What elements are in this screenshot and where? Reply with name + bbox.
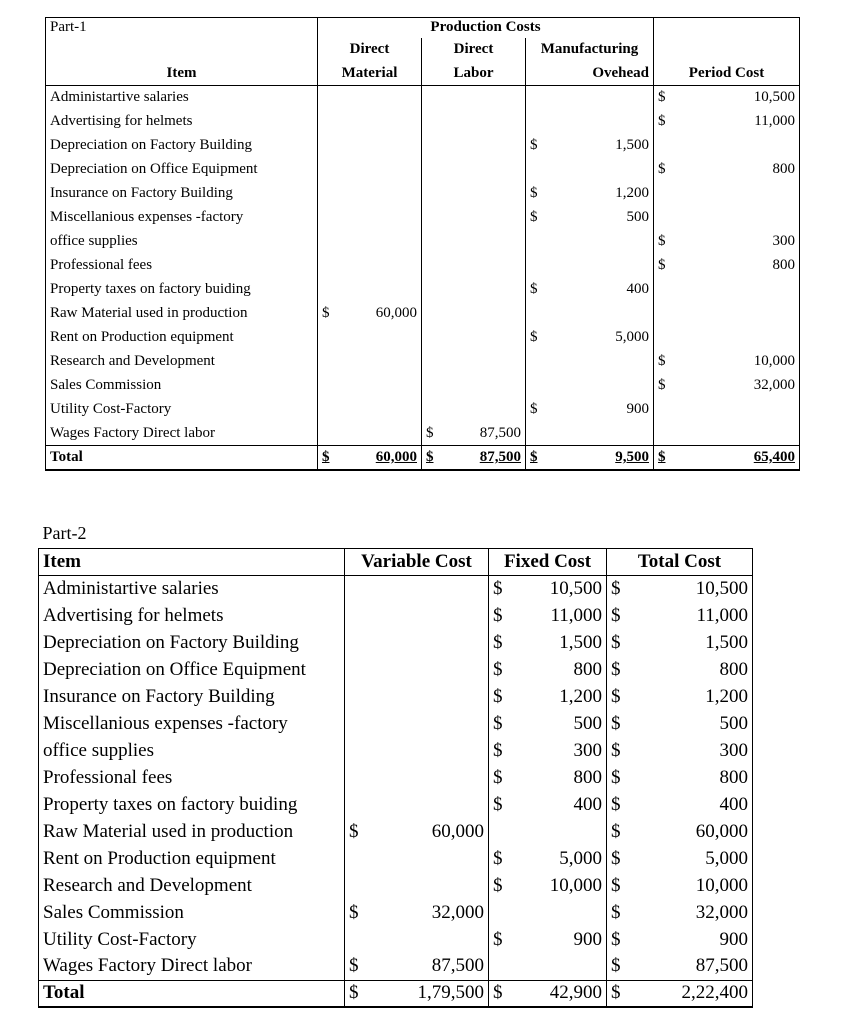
currency-symbol: $ (611, 604, 621, 626)
variable-cost-header: Variable Cost (345, 548, 489, 575)
currency-symbol: $ (658, 113, 666, 129)
table-row (39, 575, 753, 602)
amount: 87,500 (695, 955, 748, 977)
amount: 42,900 (549, 982, 602, 1004)
currency-symbol: $ (349, 901, 359, 923)
total-cell (607, 602, 753, 629)
currency-symbol: $ (611, 847, 621, 869)
item-label: Rent on Production equipment (46, 326, 318, 350)
variable-cell (345, 899, 489, 926)
table-row (39, 872, 753, 899)
period-cell (654, 182, 800, 206)
fixed-cell (489, 926, 607, 953)
dm-cell (318, 398, 422, 422)
total-cell (607, 629, 753, 656)
dm-cell (318, 206, 422, 230)
table-row (39, 791, 753, 818)
currency-symbol: $ (493, 766, 503, 788)
amount: 87,500 (431, 955, 484, 977)
total-cell (607, 710, 753, 737)
currency-symbol: $ (611, 901, 621, 923)
dl-cell (422, 374, 526, 398)
item-label: Miscellanious expenses -factory (46, 206, 318, 230)
dl-cell (422, 326, 526, 350)
variable-cell (345, 764, 489, 791)
currency-symbol: $ (493, 658, 503, 680)
dl-cell (422, 182, 526, 206)
item-label: Total (39, 980, 345, 1007)
period-cell (654, 278, 800, 302)
currency-symbol: $ (493, 739, 503, 761)
fixed-cell (489, 791, 607, 818)
item-label: Insurance on Factory Building (39, 683, 345, 710)
item-label: Wages Factory Direct labor (39, 953, 345, 980)
dl-header-bottom: Labor (422, 62, 526, 86)
part2-caption: Part-2 (42, 523, 87, 544)
table-row (46, 206, 800, 230)
currency-symbol: $ (611, 658, 621, 680)
amount: 300 (573, 739, 602, 761)
moh-cell (526, 254, 654, 278)
amount: 2,22,400 (681, 982, 748, 1004)
currency-symbol: $ (611, 874, 621, 896)
variable-cell (345, 737, 489, 764)
amount: 900 (719, 928, 748, 950)
moh-cell (526, 86, 654, 110)
moh-cell (526, 398, 654, 422)
table-row (46, 326, 800, 350)
currency-symbol: $ (658, 161, 666, 177)
amount: 65,400 (753, 448, 795, 465)
variable-cell (345, 629, 489, 656)
currency-symbol: $ (611, 739, 621, 761)
fixed-cell (489, 683, 607, 710)
moh-cell (526, 302, 654, 326)
fixed-cell (489, 899, 607, 926)
amount: 10,500 (695, 577, 748, 599)
amount: 400 (719, 793, 748, 815)
amount: 11,000 (550, 604, 602, 626)
currency-symbol: $ (493, 874, 503, 896)
dm-cell (318, 134, 422, 158)
item-header: Item (39, 548, 345, 575)
total-row (39, 980, 753, 1007)
item-label: Raw Material used in production (39, 818, 345, 845)
moh-cell (526, 422, 654, 446)
item-header: Item (46, 62, 318, 86)
fixed-cost-header: Fixed Cost (489, 548, 607, 575)
currency-symbol: $ (530, 137, 538, 153)
total-dl (422, 446, 526, 470)
total-cell (607, 737, 753, 764)
amount: 32,000 (695, 901, 748, 923)
currency-symbol: $ (611, 793, 621, 815)
moh-cell (526, 374, 654, 398)
amount: 300 (772, 233, 795, 249)
table-row (39, 602, 753, 629)
variable-cell (345, 791, 489, 818)
total-row (46, 446, 800, 470)
table-row (39, 845, 753, 872)
item-label: Administartive salaries (46, 86, 318, 110)
amount: 60,000 (431, 820, 484, 842)
item-label: Total (46, 446, 318, 470)
amount: 32,000 (431, 901, 484, 923)
item-label: Depreciation on Factory Building (39, 629, 345, 656)
dl-cell (422, 110, 526, 134)
table-row (39, 764, 753, 791)
currency-symbol: $ (493, 604, 503, 626)
table-row (46, 134, 800, 158)
amount: 60,000 (695, 820, 748, 842)
period-cell (654, 230, 800, 254)
total-cell (607, 872, 753, 899)
fixed-cell (489, 818, 607, 845)
total-cell (607, 656, 753, 683)
fixed-cell (489, 629, 607, 656)
variable-cell (345, 872, 489, 899)
period-cell (654, 374, 800, 398)
total-fixed (489, 980, 607, 1007)
amount: 1,79,500 (417, 982, 484, 1004)
amount: 800 (719, 766, 748, 788)
item-label: Miscellanious expenses -factory (39, 710, 345, 737)
amount: 10,000 (549, 874, 602, 896)
currency-symbol: $ (493, 712, 503, 734)
currency-symbol: $ (658, 233, 666, 249)
fixed-cell (489, 737, 607, 764)
moh-cell (526, 230, 654, 254)
amount: 1,500 (705, 631, 748, 653)
total-cell (607, 926, 753, 953)
variable-cell (345, 575, 489, 602)
period-cell (654, 206, 800, 230)
currency-symbol: $ (658, 257, 666, 273)
dl-cell (422, 302, 526, 326)
currency-symbol: $ (493, 793, 503, 815)
currency-symbol: $ (322, 305, 330, 321)
currency-symbol: $ (611, 685, 621, 707)
dl-cell (422, 350, 526, 374)
amount: 10,500 (753, 89, 795, 106)
table-row (39, 818, 753, 845)
amount: 10,500 (549, 577, 602, 599)
item-label: Raw Material used in production (46, 302, 318, 326)
amount: 11,000 (754, 113, 795, 129)
period-cell (654, 158, 800, 182)
fixed-cell (489, 764, 607, 791)
amount: 5,000 (559, 847, 602, 869)
item-label: Administartive salaries (39, 575, 345, 602)
table-row (46, 158, 800, 182)
table-row (39, 656, 753, 683)
table-row (46, 350, 800, 374)
dm-cell (318, 422, 422, 446)
fixed-cell (489, 602, 607, 629)
fixed-cell (489, 656, 607, 683)
dm-cell (318, 374, 422, 398)
item-label: Professional fees (46, 254, 318, 278)
total-cost-header: Total Cost (607, 548, 753, 575)
dm-cell (318, 182, 422, 206)
amount: 60,000 (375, 448, 417, 465)
variable-cell (345, 926, 489, 953)
currency-symbol: $ (349, 820, 359, 842)
amount: 500 (719, 712, 748, 734)
amount: 10,000 (695, 874, 748, 896)
currency-symbol: $ (493, 685, 503, 707)
total-cell (607, 575, 753, 602)
table-row (39, 953, 753, 980)
currency-symbol: $ (322, 448, 330, 465)
period-cell (654, 86, 800, 110)
variable-cell (345, 818, 489, 845)
amount: 500 (573, 712, 602, 734)
currency-symbol: $ (611, 820, 621, 842)
variable-cell (345, 953, 489, 980)
total-cell (607, 683, 753, 710)
total-total (607, 980, 753, 1007)
amount: 1,200 (615, 185, 649, 201)
currency-symbol: $ (611, 577, 621, 599)
currency-symbol: $ (530, 401, 538, 417)
fixed-cell (489, 710, 607, 737)
dl-cell (422, 254, 526, 278)
variable-cell (345, 845, 489, 872)
part1-table (45, 17, 800, 471)
period-cell (654, 398, 800, 422)
total-cell (607, 791, 753, 818)
table-row (39, 899, 753, 926)
amount: 60,000 (375, 305, 417, 321)
total-cell (607, 845, 753, 872)
amount: 10,000 (753, 353, 795, 369)
dm-header-bottom: Material (318, 62, 422, 86)
item-label: Advertising for helmets (39, 602, 345, 629)
moh-cell (526, 182, 654, 206)
amount: 800 (772, 257, 795, 273)
table-row (46, 278, 800, 302)
currency-symbol: $ (349, 982, 359, 1004)
table-row (46, 86, 800, 110)
dl-cell (422, 398, 526, 422)
dl-header-top: Direct (422, 38, 526, 62)
moh-cell (526, 326, 654, 350)
item-label: Utility Cost-Factory (39, 926, 345, 953)
item-label: Insurance on Factory Building (46, 182, 318, 206)
currency-symbol: $ (658, 448, 666, 465)
table-row (39, 737, 753, 764)
amount: 300 (719, 739, 748, 761)
currency-symbol: $ (493, 928, 503, 950)
currency-symbol: $ (493, 982, 503, 1004)
total-dm (318, 446, 422, 470)
moh-header-top: Manufacturing (526, 38, 654, 62)
amount: 1,200 (559, 685, 602, 707)
currency-symbol: $ (658, 377, 666, 393)
dm-cell (318, 302, 422, 326)
amount: 32,000 (753, 377, 795, 393)
amount: 800 (573, 766, 602, 788)
amount: 5,000 (615, 329, 649, 345)
variable-cell (345, 710, 489, 737)
dm-cell (318, 230, 422, 254)
currency-symbol: $ (349, 955, 359, 977)
item-label: Depreciation on Office Equipment (39, 656, 345, 683)
currency-symbol: $ (658, 353, 666, 369)
amount: 400 (626, 281, 649, 297)
total-cell (607, 953, 753, 980)
table-row (46, 302, 800, 326)
amount: 900 (626, 401, 649, 417)
amount: 900 (573, 928, 602, 950)
currency-symbol: $ (493, 577, 503, 599)
dl-cell (422, 206, 526, 230)
currency-symbol: $ (493, 847, 503, 869)
currency-symbol: $ (611, 712, 621, 734)
table-row (46, 182, 800, 206)
dl-cell (422, 134, 526, 158)
item-label: office supplies (39, 737, 345, 764)
amount: 9,500 (615, 448, 649, 465)
period-cell (654, 350, 800, 374)
item-label: Professional fees (39, 764, 345, 791)
table-row (39, 683, 753, 710)
dm-cell (318, 254, 422, 278)
item-label: Utility Cost-Factory (46, 398, 318, 422)
period-cost-header: Period Cost (654, 62, 800, 86)
amount: 400 (573, 793, 602, 815)
item-label: Sales Commission (39, 899, 345, 926)
production-costs-header: Production Costs (318, 18, 654, 38)
table-row (46, 398, 800, 422)
amount: 5,000 (705, 847, 748, 869)
currency-symbol: $ (658, 89, 666, 106)
currency-symbol: $ (530, 281, 538, 297)
item-label: office supplies (46, 230, 318, 254)
moh-cell (526, 134, 654, 158)
item-label: Rent on Production equipment (39, 845, 345, 872)
moh-cell (526, 278, 654, 302)
dm-header-top: Direct (318, 38, 422, 62)
dm-cell (318, 158, 422, 182)
dl-cell (422, 278, 526, 302)
moh-cell (526, 350, 654, 374)
dl-cell (422, 158, 526, 182)
period-cell (654, 326, 800, 350)
currency-symbol: $ (611, 982, 621, 1004)
total-cell (607, 764, 753, 791)
period-cell (654, 110, 800, 134)
fixed-cell (489, 845, 607, 872)
dm-cell (318, 110, 422, 134)
currency-symbol: $ (493, 631, 503, 653)
table-row (46, 374, 800, 398)
dm-cell (318, 326, 422, 350)
currency-symbol: $ (530, 448, 538, 465)
currency-symbol: $ (426, 424, 434, 441)
part2-table (38, 520, 753, 1008)
total-moh (526, 446, 654, 470)
dm-cell (318, 350, 422, 374)
item-label: Research and Development (46, 350, 318, 374)
part1-caption: Part-1 (46, 18, 318, 38)
table-row (46, 254, 800, 278)
variable-cell (345, 656, 489, 683)
amount: 1,500 (615, 137, 649, 153)
item-label: Sales Commission (46, 374, 318, 398)
moh-cell (526, 158, 654, 182)
total-variable (345, 980, 489, 1007)
fixed-cell (489, 575, 607, 602)
period-cell (654, 134, 800, 158)
currency-symbol: $ (611, 631, 621, 653)
item-label: Property taxes on factory buiding (46, 278, 318, 302)
table-row (46, 110, 800, 134)
dm-cell (318, 86, 422, 110)
dl-cell (422, 86, 526, 110)
item-label: Depreciation on Factory Building (46, 134, 318, 158)
amount: 800 (772, 161, 795, 177)
total-cell (607, 818, 753, 845)
variable-cell (345, 683, 489, 710)
amount: 1,200 (705, 685, 748, 707)
amount: 87,500 (479, 448, 521, 465)
currency-symbol: $ (530, 209, 538, 225)
amount: 800 (719, 658, 748, 680)
total-period (654, 446, 800, 470)
moh-cell (526, 110, 654, 134)
currency-symbol: $ (611, 766, 621, 788)
amount: 1,500 (559, 631, 602, 653)
item-label: Research and Development (39, 872, 345, 899)
period-cell (654, 422, 800, 446)
table-row (46, 230, 800, 254)
table-row (39, 710, 753, 737)
item-label: Property taxes on factory buiding (39, 791, 345, 818)
amount: 500 (626, 209, 649, 225)
period-cell (654, 302, 800, 326)
amount: 87,500 (479, 424, 521, 441)
currency-symbol: $ (611, 955, 621, 977)
total-cell (607, 899, 753, 926)
currency-symbol: $ (530, 185, 538, 201)
item-label: Depreciation on Office Equipment (46, 158, 318, 182)
variable-cell (345, 602, 489, 629)
currency-symbol: $ (530, 329, 538, 345)
amount: 11,000 (696, 604, 748, 626)
table-row (46, 422, 800, 446)
table-row (39, 926, 753, 953)
item-label: Wages Factory Direct labor (46, 422, 318, 446)
fixed-cell (489, 953, 607, 980)
item-label: Advertising for helmets (46, 110, 318, 134)
currency-symbol: $ (611, 928, 621, 950)
fixed-cell (489, 872, 607, 899)
period-cell (654, 254, 800, 278)
dl-cell (422, 230, 526, 254)
table-row (39, 629, 753, 656)
dl-cell (422, 422, 526, 446)
moh-header-bottom: Ovehead (526, 62, 654, 86)
moh-cell (526, 206, 654, 230)
dm-cell (318, 278, 422, 302)
amount: 800 (573, 658, 602, 680)
currency-symbol: $ (426, 448, 434, 465)
